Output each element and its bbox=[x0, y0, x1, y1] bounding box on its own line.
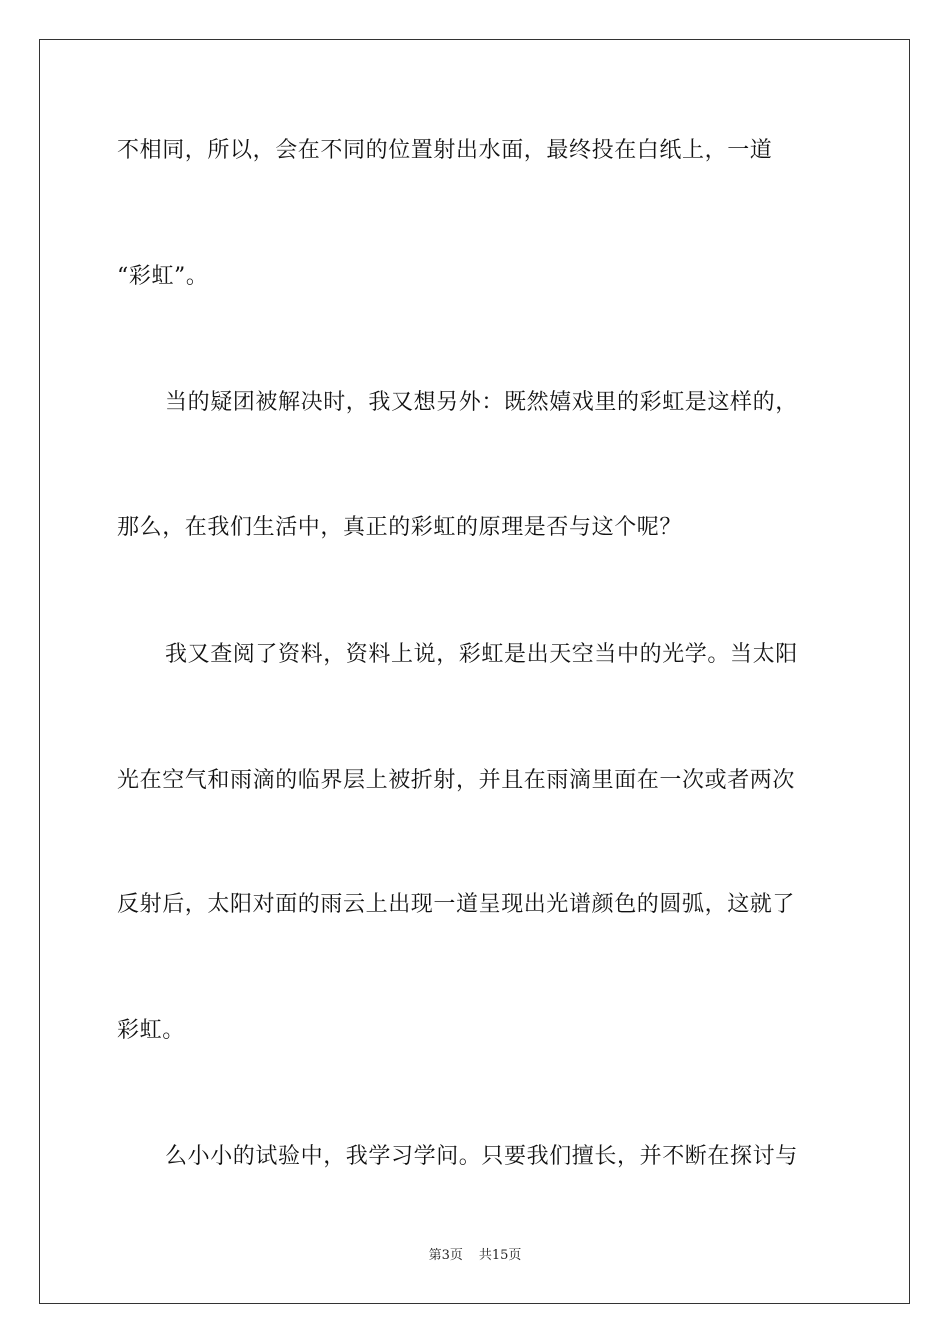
paragraph-line: 反射后，太阳对面的雨云上出现一道呈现出光谱颜色的圆弧，这就了 bbox=[117, 892, 796, 917]
page-total: 共15页 bbox=[478, 1248, 522, 1263]
page-number: 第3页 bbox=[428, 1248, 463, 1263]
paragraph-line: “彩虹”。 bbox=[117, 264, 209, 289]
paragraph-line: 么小小的试验中，我学习学问。只要我们擅长，并不断在探讨与 bbox=[165, 1144, 798, 1169]
paragraph-line: 彩虹。 bbox=[117, 1018, 185, 1043]
paragraph-line: 光在空气和雨滴的临界层上被折射，并且在雨滴里面在一次或者两次 bbox=[117, 768, 796, 793]
page-border bbox=[39, 39, 910, 1304]
page-footer bbox=[0, 1247, 950, 1265]
paragraph-line: 我又查阅了资料，资料上说，彩虹是出天空当中的光学。当太阳 bbox=[165, 642, 798, 667]
paragraph-line: 当的疑团被解决时，我又想另外：既然嬉戏里的彩虹是这样的， bbox=[165, 390, 798, 415]
paragraph-line: 那么，在我们生活中，真正的彩虹的原理是否与这个呢？ bbox=[117, 515, 683, 540]
paragraph-line: 不相同，所以，会在不同的位置射出水面，最终投在白纸上，一道 bbox=[117, 138, 773, 163]
